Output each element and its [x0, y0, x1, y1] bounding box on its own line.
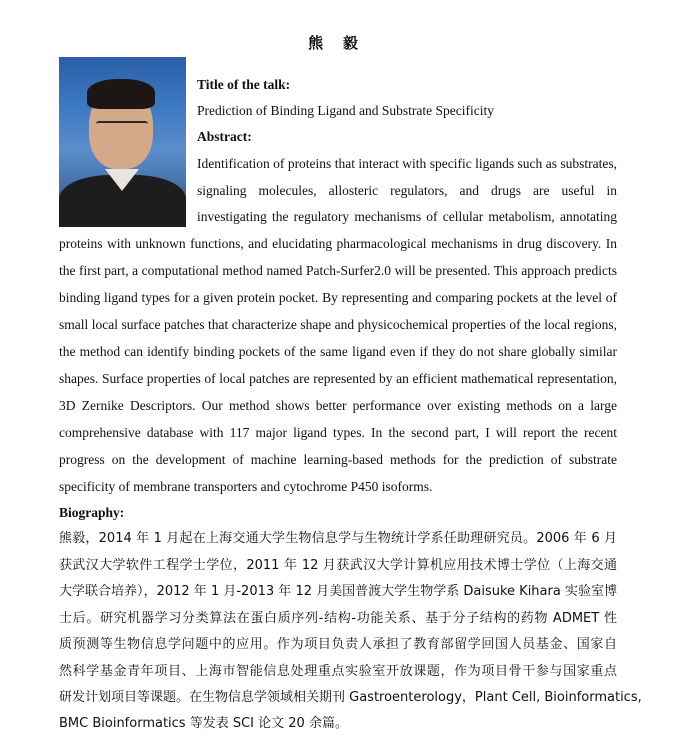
- biography-heading: Biography:: [59, 505, 125, 520]
- abstract-line: proteins with unknown functions, and elucidating pharmacological mechanisms in drug discovery. In: [59, 236, 617, 251]
- abstract-line: the method can identify binding pockets of the same ligand even if they do not share globally similar: [59, 344, 617, 359]
- biography-line: 质预测等生物信息学问题中的应用。作为项目负责人承担了教育部留学回国人员基金、国家自: [59, 637, 617, 652]
- abstract-line: binding ligand types for a given protein pocket. By representing and comparing pockets at the level of: [59, 290, 617, 305]
- biography-line: 熊毅，2014 年 1 月起在上海交通大学生物信息学与生物统计学系任助理研究员。2006 年 6 月: [59, 531, 617, 546]
- abstract-heading: Abstract:: [197, 129, 252, 144]
- abstract-line: signaling molecules, allosteric regulators, and drugs are useful in: [197, 183, 617, 198]
- photo-glasses: [96, 121, 148, 135]
- abstract-line: Identification of proteins that interact with specific ligands such as substrates,: [197, 156, 617, 171]
- abstract-line: progress on the development of machine learning-based methods for the prediction of substrate: [59, 452, 617, 467]
- abstract-line: specificity of membrane transporters and cytochrome P450 isoforms.: [59, 479, 433, 494]
- abstract-line: 3D Zernike Descriptors. Our method shows better performance over existing methods on a large: [59, 398, 617, 413]
- abstract-line: comprehensive database with 117 major ligand types. In the second part, I will report the recent: [59, 425, 617, 440]
- abstract-line: investigating the regulatory mechanisms of cellular metabolism, annotating: [197, 209, 617, 224]
- title-heading: Title of the talk:: [197, 77, 291, 92]
- abstract-line: the first part, a computational method named Patch-Surfer2.0 will be presented. This approach predicts: [59, 263, 617, 278]
- speaker-photo: [59, 57, 186, 227]
- biography-line: 大学联合培养），2012 年 1 月-2013 年 12 月美国普渡大学生物学系 Daisuke Kihara 实验室博: [59, 584, 617, 599]
- biography-line: 然科学基金青年项目、上海市智能信息处理重点实验室开放课题，作为项目骨干参与国家重点: [59, 664, 617, 679]
- abstract-line: shapes. Surface properties of local patches are represented by an efficient mathematical representation,: [59, 371, 617, 386]
- photo-hair: [87, 79, 155, 109]
- speaker-name: 熊 毅: [308, 36, 366, 52]
- biography-line: BMC Bioinformatics 等发表 SCI 论文 20 余篇。: [59, 716, 348, 731]
- biography-line: 士后。研究机器学习分类算法在蛋白质序列-结构-功能关系、基于分子结构的药物 ADMET 性: [59, 611, 617, 626]
- talk-title: Prediction of Binding Ligand and Substrate Specificity: [197, 103, 494, 118]
- biography-line: 研发计划项目等课题。在生物信息学领域相关期刊 Gastroenterology，Plant Cell, Bioinformatics,: [59, 690, 642, 705]
- abstract-line: small local surface patches that characterize shape and physicochemical properties of the local regions,: [59, 317, 617, 332]
- biography-line: 获武汉大学软件工程学士学位，2011 年 12 月获武汉大学计算机应用技术博士学位（上海交通: [59, 558, 617, 573]
